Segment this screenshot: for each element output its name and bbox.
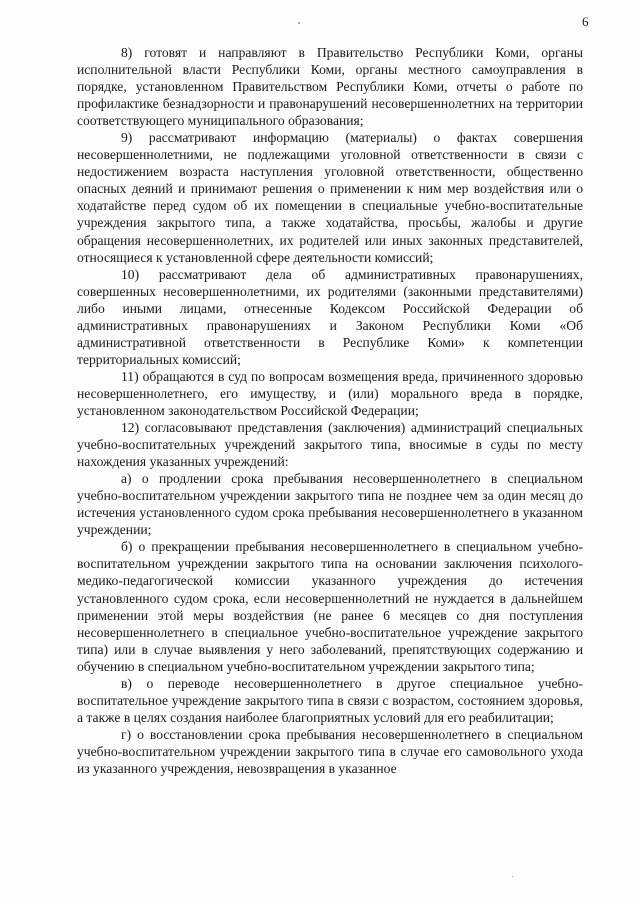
page-number: 6	[582, 14, 589, 29]
paragraph-subitem-a: а) о продлении срока пребывания несовершеннолетнего в специальном учебно-воспитательном учреждении закрытого типа не позднее чем за один месяц до истечения установленного судом срока пребывания несовершеннолетнего в указанном учреждении;	[77, 471, 583, 538]
paragraph-item-9: 9) рассматривают информацию (материалы) о фактах совершения несовершеннолетними, не подлежащими уголовной ответственности в связи с недостижением возраста наступления уголовной ответственности, общественно опасных деяний и принимают решения о применении к ним мер воздействия или о ходатайстве перед судом об их помещении в специальные учебно-воспитательные учреждения закрытого типа, а также ходатайства, просьбы, жалобы и другие обращения несовершеннолетних, их родителей или иных законных представителей, относящиеся к установленной сфере деятельности комиссий;	[77, 130, 583, 265]
paragraph-item-8: 8) готовят и направляют в Правительство Республики Коми, органы исполнительной власти Республики Коми, органы местного самоуправления в порядке, установленном Правительством Республики Коми, отчеты о работе по профилактике безнадзорности и правонарушений несовершеннолетних на территории соответствующего муниципального образования;	[77, 45, 583, 129]
paragraph-subitem-g: г) о восстановлении срока пребывания несовершеннолетнего в специальном учебно-воспитательном учреждении закрытого типа в случае его самовольного ухода из указанного учреждения, невозвращения в указанное	[77, 726, 583, 776]
document-body	[77, 44, 583, 777]
scan-speck	[298, 22, 300, 24]
paragraph-item-12: 12) согласовывают представления (заключения) администраций специальных учебно-воспитательных учреждений закрытого типа, вносимые в суды по месту нахождения указанных учреждений:	[77, 420, 583, 470]
paragraph-item-10: 10) рассматривают дела об административных правонарушениях, совершенных несовершеннолетними, их родителями (законными представителями) либо иными лицами, отнесенные Кодексом Российской Федерации об административных правонарушениях и Законом Республики Коми «Об административной ответственности в Республике Коми» к компетенции территориальных комиссий;	[77, 266, 583, 367]
paragraph-subitem-b: б) о прекращении пребывания несовершеннолетнего в специальном учебно-воспитательном учреждении закрытого типа на основании заключения психолого-медико-педагогической комиссии указанного учреждения до истечения установленного судом срока, если несовершеннолетний не нуждается в дальнейшем применении этой меры воздействия (не ранее 6 месяцев со дня поступления несовершеннолетнего в специальное учебно-воспитательное учреждение закрытого типа) или в случае выявления у него заболеваний, препятствующих содержанию и обучению в специальном учебно-воспитательном учреждении закрытого типа;	[77, 539, 583, 674]
scan-speck	[512, 876, 513, 877]
paragraph-subitem-v: в) о переводе несовершеннолетнего в другое специальное учебно-воспитательное учреждение закрытого типа в связи с возрастом, состоянием здоровья, а также в целях создания наиболее благоприятных условий для его реабилитации;	[77, 675, 583, 725]
paragraph-item-11: 11) обращаются в суд по вопросам возмещения вреда, причиненного здоровью несовершеннолетнего, его имуществу, и (или) морального вреда в порядке, установленном законодательством Российской Федерации;	[77, 368, 583, 418]
